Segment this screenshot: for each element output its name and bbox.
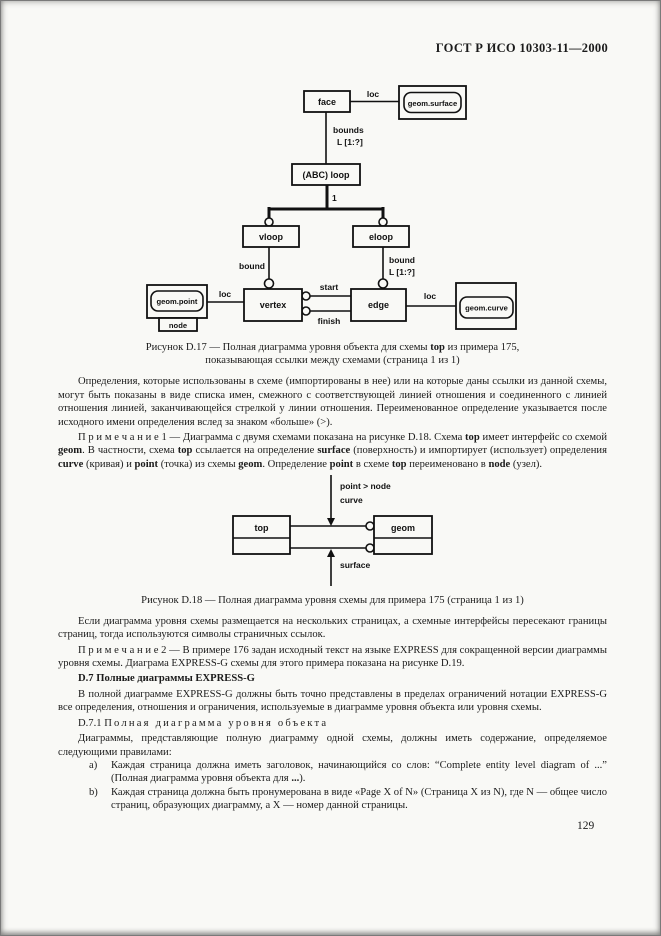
svg-text:vertex: vertex [259, 300, 287, 310]
svg-text:top: top [254, 523, 269, 534]
list-item-text: Каждая страница должна быть пронумерована в виде «Page X of N» (Страница X из N), где N — общее число страниц, образующих диаграмму, а X — номер данной страницы. [111, 786, 607, 812]
heading-d7: D.7 Полные диаграммы EXPRESS-G [78, 673, 255, 685]
interschema-ref-geom-curve [456, 283, 516, 329]
svg-text:geom.surface: geom.surface [407, 99, 458, 108]
svg-text:bounds: bounds [333, 125, 364, 135]
schema-geom [374, 516, 432, 554]
figure-d18-schema-level-diagram [58, 473, 607, 589]
figure-d18-caption: Рисунок D.18 — Полная диаграмма уровня схемы для примера 175 (страница 1 из 1) [141, 594, 524, 606]
paragraph-d7: В полной диаграмме EXPRESS-G должны быть точно представлены в пределах ограничений нотации EXPRESS-G все определения, отношения и ограничения, используемые в диаграмме уровня объекта или уровня схемы. [58, 688, 607, 714]
subtype-circle-eloop [379, 218, 387, 226]
entity-loop [292, 164, 360, 185]
figure-d18-container [58, 473, 607, 593]
svg-text:node: node [168, 321, 188, 330]
entity-vertex [244, 289, 302, 321]
caption-line: показывающая ссылки между схемами (страница 1 из 1) [205, 355, 460, 367]
note-2: П р и м е ч а н и е 2 — В примере 176 задан исходный текст на языке EXPRESS для сокращенной версии диаграммы уровня схемы. Диаграма EXPRESS-G схемы для этого примера показана на рисунке D.19. [58, 644, 607, 670]
svg-text:vloop: vloop [259, 232, 283, 242]
figure-d17-entity-level-diagram [1, 77, 661, 337]
svg-text:finish: finish [317, 316, 341, 326]
list-item-b [58, 786, 607, 813]
svg-text:1: 1 [332, 193, 337, 203]
interface-circle-bottom-line [366, 544, 374, 552]
entity-vloop [243, 226, 299, 247]
list-item-a [58, 759, 607, 786]
svg-text:geom.point: geom.point [156, 297, 198, 306]
caption-line: Рисунок D.17 — Полная диаграмма уровня объекта для схемы top из примера 175, [145, 342, 520, 353]
svg-text:bound: bound [239, 261, 265, 271]
attribute-circle-start [302, 292, 310, 300]
svg-text:L [1:?]: L [1:?] [337, 137, 363, 147]
entity-face [304, 91, 350, 112]
svg-text:loc: loc [366, 89, 380, 99]
arrow-up-icon [327, 549, 335, 557]
svg-text:surface: surface [340, 560, 371, 571]
interface-circle-top-line [366, 522, 374, 530]
svg-text:loc: loc [423, 291, 437, 301]
main-text-column [58, 341, 607, 813]
paragraph-rules: Диаграммы, представляющие полную диаграмму одной схемы, должны иметь содержание, определяемое следующими правилами: [58, 733, 607, 758]
list-marker: a) [89, 759, 98, 771]
svg-text:curve: curve [340, 495, 363, 506]
list-marker: b) [89, 786, 98, 798]
arrow-down-icon [327, 518, 335, 526]
page-number: 129 [577, 820, 595, 832]
standard-number-header: ГОСТ Р ИСО 10303-11—2000 [435, 41, 608, 55]
entity-eloop [353, 226, 409, 247]
svg-text:point > node: point > node [340, 481, 391, 492]
entity-edge [351, 289, 406, 321]
svg-text:loc: loc [218, 289, 232, 299]
svg-text:face: face [317, 97, 337, 107]
paragraph-definitions: Определения, которые использованы в схеме (импортированы в нее) или на которые даны ссылки из данной схемы, могут быть показаны в виде списка имен, смежного с соответствующей линией отношения и соединенного с линией отношения линией, заканчивающейся стрелкой у линии отношения. Переименованное определение указывается после исходного имени определения вслед за знаком «больше» (>). [58, 376, 607, 428]
svg-text:eloop: eloop [369, 232, 393, 242]
paragraph-multipage: Если диаграмма уровня схемы размещается на нескольких страницах, а схемные интерфейсы пересекают границы страниц, тогда используются символы страничных ссылок. [58, 615, 607, 641]
list-item-text: Каждая страница должна иметь заголовок, начинающийся со слов: “Complete entity level diagram of ...” (Полная диаграмма уровня объекта для ...). [111, 759, 607, 785]
svg-text:edge: edge [367, 300, 390, 310]
svg-text:geom: geom [390, 523, 416, 534]
attribute-circle-vertex-top [265, 279, 274, 288]
figure-d17-caption [58, 341, 607, 367]
attribute-circle-finish [302, 307, 310, 315]
subtype-circle-vloop [265, 218, 273, 226]
relation-lines [207, 102, 456, 312]
svg-text:start: start [319, 282, 339, 292]
attribute-circle-edge-top [379, 279, 388, 288]
svg-text:(ABC) loop: (ABC) loop [302, 170, 350, 180]
interschema-ref-geom-point [147, 285, 207, 331]
svg-text:bound: bound [389, 255, 415, 265]
interschema-ref-geom-surface [399, 86, 466, 119]
svg-text:geom.curve: geom.curve [465, 303, 508, 313]
svg-text:L [1:?]: L [1:?] [389, 267, 415, 277]
heading-d71: D.7.1 Полная диаграмма уровня объекта [78, 717, 329, 729]
note-1: П р и м е ч а н и е 1 — Диаграмма с двумя схемами показана на рисунке D.18. Схема top имеет интерфейс со схемой geom. В частности, схема top ссылается на определение surface (поверхность) и импортирует (использует) определения curve (кривая) и point (точка) из схемы geom. Определение point в схеме top переименовано в node (узел). [58, 432, 607, 470]
schema-top [233, 516, 290, 554]
